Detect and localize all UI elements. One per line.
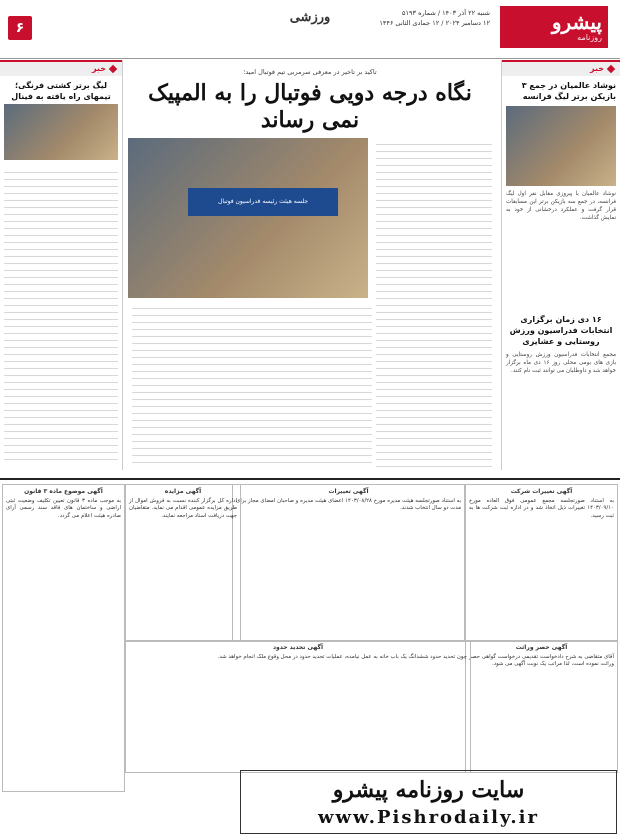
notice-title: آگهی موضوع ماده ۳ قانون xyxy=(24,488,103,495)
newspaper-logo[interactable] xyxy=(500,6,608,48)
kicker: تاکید بر تاخیر در معرفی سرمربی تیم فوتبال امید؛ xyxy=(243,68,377,76)
notice-2 xyxy=(232,484,465,642)
article-column-2 xyxy=(128,302,376,468)
notice-5 xyxy=(465,640,618,773)
left-bar-label: خبر xyxy=(91,64,106,73)
ad-url[interactable]: www.Pishrodaily.ir xyxy=(318,807,539,828)
right-column xyxy=(501,60,620,470)
section-title: ورزشی xyxy=(289,10,331,25)
notice-6 xyxy=(125,640,471,773)
diamond-icon xyxy=(109,64,117,72)
left-title[interactable]: لیگ برتر کشتی فرنگی؛ تیمهای راه یافته به فینال xyxy=(11,81,111,101)
notices-area xyxy=(0,478,620,798)
wrestling-match-photo xyxy=(4,104,118,160)
right-top-title[interactable]: نوشاد عالمیان در جمع ۳ بازیکن برتر لیگ فرانسه xyxy=(521,81,616,101)
notice-text: چون تحدید حدود ششدانگ یک باب خانه به عمل نیامده، عملیات تحدید حدود در محل وقوع ملک انجام خواهد شد. xyxy=(217,653,467,660)
right-bar-label: خبر xyxy=(589,64,604,73)
notice-text: به استناد صورتجلسه مجمع عمومی فوق العاده مورخ ۱۴۰۳/۰۹/۱۰ تغییرات ذیل اتخاذ شد و در اداره ثبت شرکت ها به ثبت رسید. xyxy=(469,497,614,519)
left-section-bar xyxy=(0,60,122,76)
right-section-bar xyxy=(502,60,620,76)
right-second-text: مجمع انتخابات فدراسیون ورزش روستایی و بازی های بومی محلی روز ۱۶ دی ماه برگزار خواهد شد و داوطلبان می توانند ثبت نام کنند. xyxy=(506,352,616,374)
notice-1 xyxy=(465,484,618,642)
notice-title: آگهی تغییرات شرکت xyxy=(510,488,573,495)
meeting-photo xyxy=(128,138,368,298)
page-number: ۶ xyxy=(8,16,32,40)
notice-4 xyxy=(2,484,125,792)
article-column-1 xyxy=(372,138,496,468)
notice-title: آگهی مزایده xyxy=(164,488,202,495)
brand-sub: روزنامه xyxy=(577,33,602,42)
diamond-icon xyxy=(607,64,615,72)
wrestling-photo xyxy=(506,106,616,186)
website-ad[interactable] xyxy=(240,770,617,834)
main-headline[interactable]: نگاه درجه دویی فوتبال را به المپیک نمی رساند xyxy=(148,80,472,133)
notice-text: آقای متقاضی به شرح دادخواست تقدیمی درخواست گواهی حصر وراثت نموده است، لذا مراتب یک نوبت آگهی می شود. xyxy=(469,653,614,668)
masthead xyxy=(0,0,620,59)
brand-name: پیشرو xyxy=(551,10,602,34)
right-top-text: نوشاد عالمیان با پیروزی مقابل نفر اول لیگ فرانسه، در جمع سه بازیکن برتر این مسابقات قرار گرفت و عملکرد درخشانی از خود به نمایش گذاشت. xyxy=(506,191,616,221)
ad-title: سایت روزنامه پیشرو xyxy=(332,777,525,803)
right-second-title[interactable]: ۱۶ دی زمان برگزاری انتخابات فدراسیون ورزش روستایی و عشایری xyxy=(509,315,613,346)
notice-title: آگهی تحدید حدود xyxy=(272,644,324,651)
issue-line-2: ۱۲ دسامبر ۲۰۲۴ / ۱۲ جمادی الثانی ۱۴۴۶ xyxy=(379,19,490,27)
left-results-list xyxy=(4,166,118,466)
meeting-banner: جلسه هیئت رئیسه فدراسیون فوتبال xyxy=(188,188,338,216)
notice-text: به استناد صورتجلسه هیئت مدیره مورخ ۱۴۰۳/۰۸/۲۸ اعضای هیئت مدیره و صاحبان امضای مجاز برای مدت دو سال انتخاب شدند. xyxy=(236,497,461,512)
notice-text: به موجب ماده ۳ قانون تعیین تکلیف وضعیت ثبتی اراضی و ساختمان های فاقد سند رسمی آرای صادره هیئت اعلام می گردد. xyxy=(6,497,121,519)
notice-title: آگهی حصر وراثت xyxy=(515,644,568,651)
notice-3 xyxy=(125,484,241,642)
issue-line-1: شنبه ۲۲ آذر ۱۴۰۳ / شماره ۵۱۹۳ xyxy=(402,9,490,17)
notice-text: اداره کل برگزار کننده نسبت به فروش اموال از طریق مزایده عمومی اقدام می نماید. متقاضیان جهت دریافت اسناد مراجعه نمایند. xyxy=(129,497,237,519)
notice-title: آگهی تغییرات xyxy=(328,488,369,495)
